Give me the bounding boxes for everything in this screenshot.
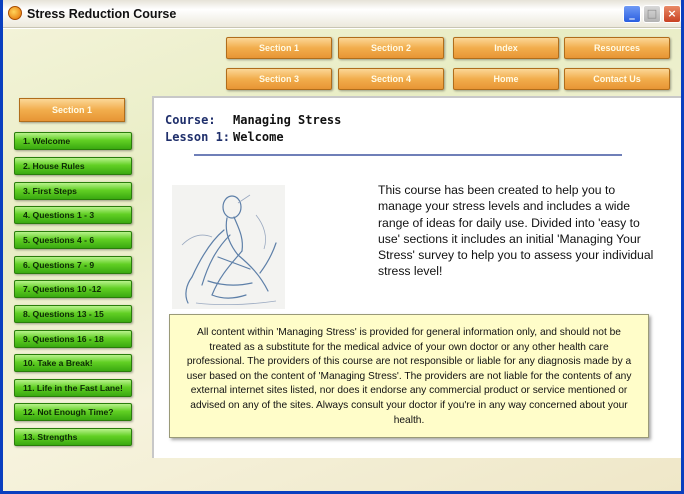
sidebar-item-house-rules[interactable]: 2. House Rules — [14, 157, 132, 175]
sidebar-item-questions-10-12[interactable]: 7. Questions 10 -12 — [14, 280, 132, 298]
sidebar-item-life-in-the-fast-lane[interactable]: 11. Life in the Fast Lane! — [14, 379, 132, 397]
sidebar-item-not-enough-time[interactable]: 12. Not Enough Time? — [14, 403, 132, 421]
sidebar-item-first-steps[interactable]: 3. First Steps — [14, 182, 132, 200]
nav-index-button[interactable]: Index — [453, 37, 559, 59]
app-logo-icon — [8, 6, 22, 20]
course-title: Managing Stress — [233, 113, 342, 127]
stressed-person-sketch-image — [172, 185, 285, 309]
window-title: Stress Reduction Course — [27, 7, 177, 21]
sidebar-item-take-a-break[interactable]: 10. Take a Break! — [14, 354, 132, 372]
minimize-icon[interactable]: _ — [623, 5, 641, 23]
lesson-panel — [152, 96, 681, 458]
sidebar-item-questions-13-15[interactable]: 8. Questions 13 - 15 — [14, 305, 132, 323]
sidebar-item-questions-7-9[interactable]: 6. Questions 7 - 9 — [14, 256, 132, 274]
sidebar-item-questions-4-6[interactable]: 5. Questions 4 - 6 — [14, 231, 132, 249]
nav-home-button[interactable]: Home — [453, 68, 559, 90]
header-divider — [194, 154, 622, 156]
sidebar-item-questions-16-18[interactable]: 9. Questions 16 - 18 — [14, 330, 132, 348]
nav-section-3-button[interactable]: Section 3 — [226, 68, 332, 90]
nav-section-2-button[interactable]: Section 2 — [338, 37, 444, 59]
lesson-label: Lesson 1: — [165, 130, 231, 144]
sidebar-item-welcome[interactable]: 1. Welcome — [14, 132, 132, 150]
nav-section-4-button[interactable]: Section 4 — [338, 68, 444, 90]
title-bar[interactable] — [3, 0, 684, 28]
sidebar-section-header: Section 1 — [19, 98, 125, 122]
sidebar-item-strengths[interactable]: 13. Strengths — [14, 428, 132, 446]
lesson-title: Welcome — [233, 130, 284, 144]
nav-contact-us-button[interactable]: Contact Us — [564, 68, 670, 90]
nav-resources-button[interactable]: Resources — [564, 37, 670, 59]
close-icon[interactable]: × — [663, 5, 681, 23]
intro-paragraph: This course has been created to help you to manage your stress levels and includes a wide range of ideas for daily use. Divided into 'easy to use' sections it includes an initial 'Managing Your Stress' survey to help you to assess your individual stress level! — [378, 183, 654, 279]
sidebar-item-questions-1-3[interactable]: 4. Questions 1 - 3 — [14, 206, 132, 224]
nav-section-1-button[interactable]: Section 1 — [226, 37, 332, 59]
disclaimer-box: All content within 'Managing Stress' is provided for general information only, and should not be treated as a substitute for the medical advice of your own doctor or any other health care professional. The providers of this course are not responsible or liable for any diagnosis made by a user based on the content of 'Managing Stress'. The providers are not liable for the contents of any external internet sites listed, nor does it endorse any commercial product or service mentioned or advised on any of the sites. Always consult your doctor if you're in any way concerned about your health. — [169, 314, 649, 438]
maximize-icon[interactable]: □ — [643, 5, 661, 23]
course-label: Course: — [165, 113, 216, 127]
